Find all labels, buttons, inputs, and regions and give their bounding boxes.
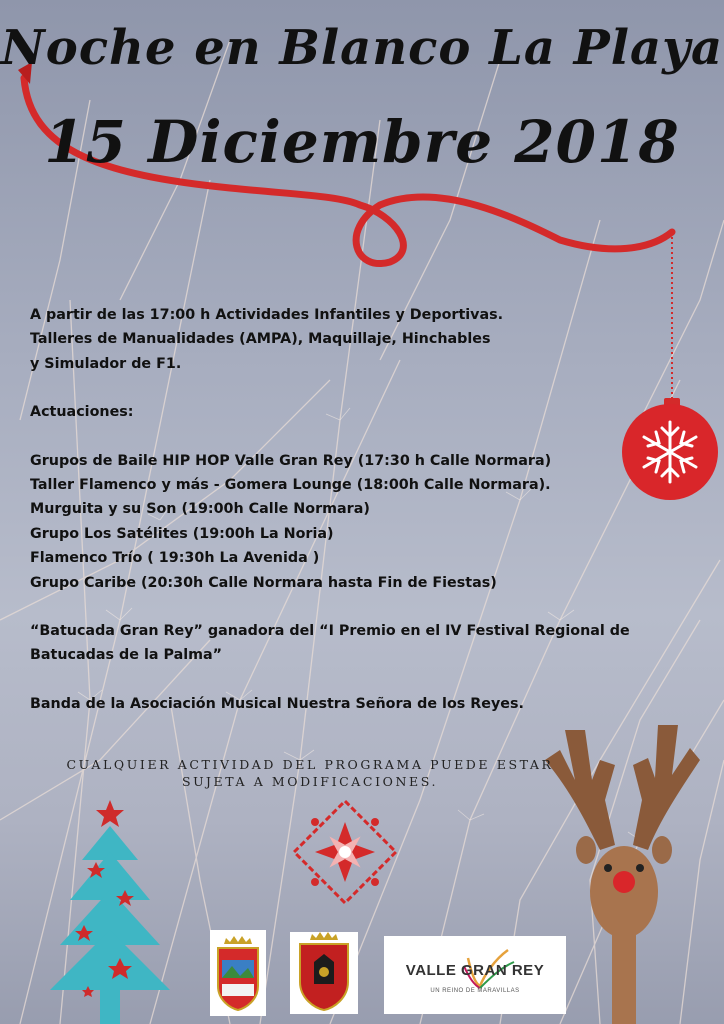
actuacion-item: Grupo Los Satélites (19:00h La Noria) [30,525,334,542]
intro-line: Talleres de Manualidades (AMPA), Maquillaje, Hinchables [30,331,491,348]
actuaciones-heading: Actuaciones: [30,404,134,421]
notice-line: CUALQUIER ACTIVIDAD DEL PROGRAMA PUEDE ESTAR [66,757,554,772]
batucada-line: “Batucada Gran Rey” ganadora del “I Premio en el IV Festival Regional de [30,623,630,640]
actuacion-item: Grupo Caribe (20:30h Calle Normara hasta Fin de Fiestas) [30,574,497,591]
event-title: Noche en Blanco La Playa [0,20,724,76]
event-date: 15 Diciembre 2018 [44,108,680,176]
program-text [30,303,670,716]
notice-line: SUJETA A MODIFICACIONES. [181,774,439,789]
intro-line: y Simulador de F1. [30,355,182,372]
reindeer-nose-icon [613,871,635,893]
canarian-flower-emblem-icon [294,801,396,903]
vgr-logo-text: VALLE GRAN REY [405,962,545,979]
intro-line: A partir de las 17:00 h Actividades Infantiles y Deportivas. [30,307,504,323]
christmas-tree-icon [50,800,170,1024]
actuacion-item: Grupos de Baile HIP HOP Valle Gran Rey (17:30 h Calle Normara) [30,452,552,469]
vgr-logo-tagline: UN REINO DE MARAVILLAS [430,988,520,994]
municipal-shield-logo [210,930,266,1016]
valle-gran-rey-logo [384,936,566,1014]
island-shield-logo [290,932,358,1014]
crest-icon [290,932,358,1014]
actuacion-item: Flamenco Trío ( 19:30h La Avenida ) [30,550,320,567]
shield-icon [210,930,266,1016]
modification-notice [30,756,590,790]
actuacion-item: Murguita y su Son (19:00h Calle Normara) [30,501,370,518]
batucada-line: Batucadas de la Palma” [30,647,223,664]
actuacion-item: Taller Flamenco y más - Gomera Lounge (18:00h Calle Normara). [30,477,551,494]
banda-line: Banda de la Asociación Musical Nuestra Señora de los Reyes. [30,695,524,712]
